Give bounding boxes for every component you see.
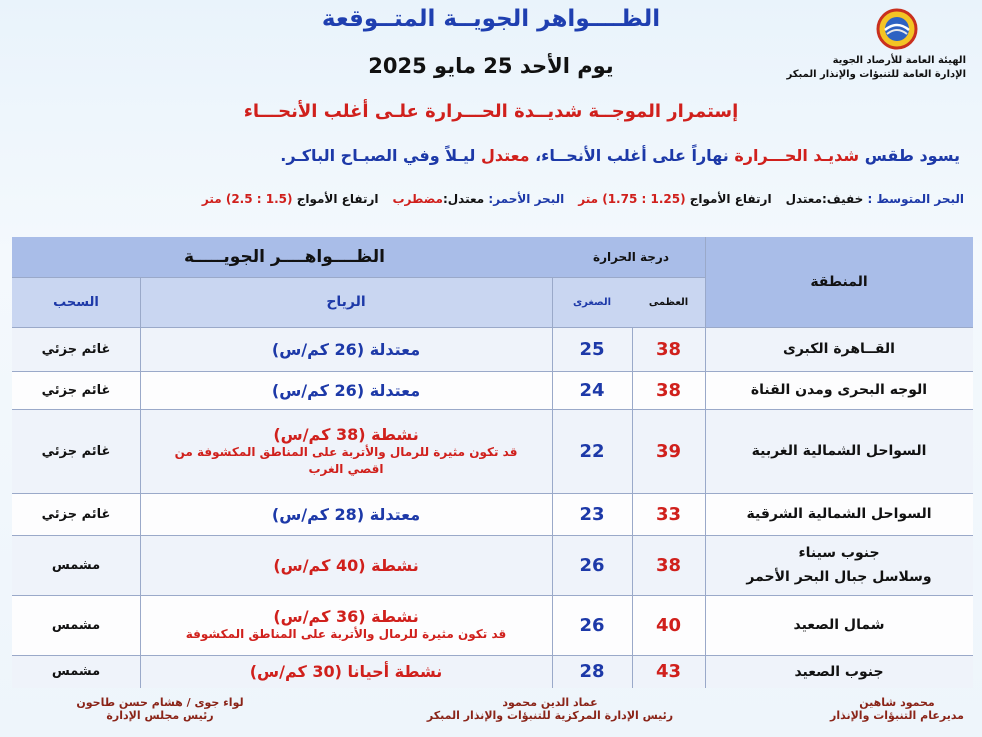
signature-center [380, 696, 720, 722]
wind-value: معتدلة (26 كم/س) [271, 380, 421, 400]
max-temp-cell: 38 [632, 371, 705, 409]
cloud-cell: مشمس [12, 655, 140, 688]
summary-part: يسود طقس [859, 146, 960, 165]
red-sea [393, 192, 565, 206]
red-waves-label: ارتفاع الأمواج [296, 192, 379, 206]
max-temp-cell: 38 [632, 535, 705, 595]
headline: إستمرار الموجــة شديــدة الحـــرارة علـى أغلب الأنحـــاء [243, 101, 739, 122]
wind-note-cont: اقصي الغرب [308, 461, 384, 476]
region-name: جنوب سيناء [798, 545, 880, 561]
min-temp-cell: 22 [552, 409, 632, 493]
summary-moderate: معتدل [480, 146, 530, 165]
max-temp-cell: 43 [632, 655, 705, 688]
grid-line [12, 277, 705, 278]
min-temp-cell: 24 [552, 371, 632, 409]
grid-line [12, 409, 973, 410]
signer-name: عماد الدين محمود [502, 696, 598, 709]
ema-logo-icon [872, 8, 922, 50]
signer-title: رئيس الإدارة المركزية للتنبؤات والإنذار المبكر [426, 709, 674, 722]
max-temp-cell: 40 [632, 595, 705, 655]
red-waves [202, 192, 379, 206]
med-waves-label: ارتفاع الأمواج [689, 192, 772, 206]
red-sea-state-rough: مضطرب [392, 192, 443, 206]
region-header: المنطقة [705, 237, 973, 327]
signer-name: محمود شاهين [859, 696, 935, 709]
max-temp-cell: 39 [632, 409, 705, 493]
med-waves-value: (1.25 : 1.75) متر [578, 192, 686, 206]
cloud-cell: غائم جزئي [12, 409, 140, 493]
region-cell: القــاهرة الكبرى [705, 327, 973, 371]
cloud-cell: غائم جزئي [12, 327, 140, 371]
min-temp-cell: 23 [552, 493, 632, 535]
min-temp-cell: 26 [552, 595, 632, 655]
wind-cell [140, 371, 552, 409]
wind-cell [140, 409, 552, 493]
min-temp-cell: 25 [552, 327, 632, 371]
phenomena-header-label: الظــــواهــــر الجويـــــة [184, 247, 385, 267]
wind-value: معتدلة (26 كم/س) [271, 339, 421, 359]
signer-title: مديرعام التنبؤات والإنذار [830, 709, 964, 722]
summary-part: نهاراً على أغلب الأنحــاء، [529, 146, 735, 165]
grid-line [140, 277, 141, 688]
wind-cell [140, 655, 552, 688]
region-cell: شمال الصعيد [705, 595, 973, 655]
med-waves [578, 192, 771, 206]
org-department: الإدارة العامة للتنبؤات والإنذار المبكر [786, 69, 966, 80]
wind-cell [140, 595, 552, 655]
region-name-cont: وسلاسل جبال البحر الأحمر [746, 569, 932, 585]
region-cell: السواحل الشمالية الشرقية [705, 493, 973, 535]
grid-line [705, 237, 706, 688]
signature-left [60, 696, 260, 722]
max-header: العظمى [632, 277, 705, 327]
cloud-cell: غائم جزئي [12, 371, 140, 409]
summary-hot: شديـد الحـــرارة [734, 146, 860, 165]
wind-value: نشطة (40 كم/س) [273, 555, 419, 575]
wind-cell [140, 327, 552, 371]
red-sea-state: معتدل: [442, 192, 485, 206]
grid-line [12, 595, 973, 596]
wind-value: نشطة (38 كم/س) [273, 424, 419, 444]
region-cell: جنوب الصعيد [705, 655, 973, 688]
wind-value: نشطة أحيانا (30 كم/س) [249, 662, 443, 681]
med-sea-state: خفيف:معتدل [785, 192, 864, 206]
signer-title: رئيس مجلس الإدارة [106, 709, 214, 722]
med-sea [786, 192, 964, 206]
signer-name: لواء جوى / هشام حسن طاحون [76, 696, 244, 709]
wind-cell [140, 493, 552, 535]
max-temp-cell: 33 [632, 493, 705, 535]
grid-line [12, 655, 973, 656]
region-cell [705, 535, 973, 595]
wind-note: قد تكون مثيرة للرمال والأتربة على المناطق المكشوفة من [174, 444, 518, 459]
sea-conditions [202, 192, 964, 206]
cloud-header: السحب [12, 277, 140, 327]
min-temp-cell: 26 [552, 535, 632, 595]
red-waves-value: (1.5 : 2.5) متر [201, 192, 293, 206]
med-sea-label: البحر المتوسط : [867, 192, 964, 206]
cloud-cell: مشمس [12, 535, 140, 595]
signature-right [830, 696, 964, 722]
grid-line [632, 327, 633, 688]
max-temp-cell: 38 [632, 327, 705, 371]
cloud-cell: مشمس [12, 595, 140, 655]
grid-line [12, 327, 973, 328]
min-header: الصغرى [552, 277, 632, 327]
region-cell: السواحل الشمالية الغربية [705, 409, 973, 493]
summary-part: ليـلاً وفي الصبـاح الباكـر. [280, 146, 481, 165]
grid-line [12, 371, 973, 372]
cloud-cell: غائم جزئي [12, 493, 140, 535]
min-temp-cell: 28 [552, 655, 632, 688]
grid-line [552, 277, 553, 688]
forecast-table [12, 237, 973, 688]
weather-summary [280, 146, 960, 165]
wind-header: الرياح [140, 277, 552, 327]
wind-value: معتدلة (28 كم/س) [271, 504, 421, 524]
wind-value: نشطة (36 كم/س) [273, 607, 419, 626]
region-cell: الوجه البحرى ومدن القناة [705, 371, 973, 409]
org-name: الهيئة العامة للأرصاد الجوية [832, 55, 966, 66]
wind-cell [140, 535, 552, 595]
wind-note: قد تكون مثيرة للرمال والأتربة على المناطق المكشوفة [185, 627, 507, 641]
grid-line [12, 535, 973, 536]
red-sea-label: البحر الأحمر: [488, 192, 565, 206]
forecast-date: يوم الأحد 25 مايو 2025 [368, 54, 614, 78]
grid-line [12, 493, 973, 494]
page-title: الظــــواهر الجويــة المتــوقعة [321, 6, 661, 32]
temp-header: درجة الحرارة [592, 250, 669, 264]
phenomena-header [12, 237, 705, 277]
